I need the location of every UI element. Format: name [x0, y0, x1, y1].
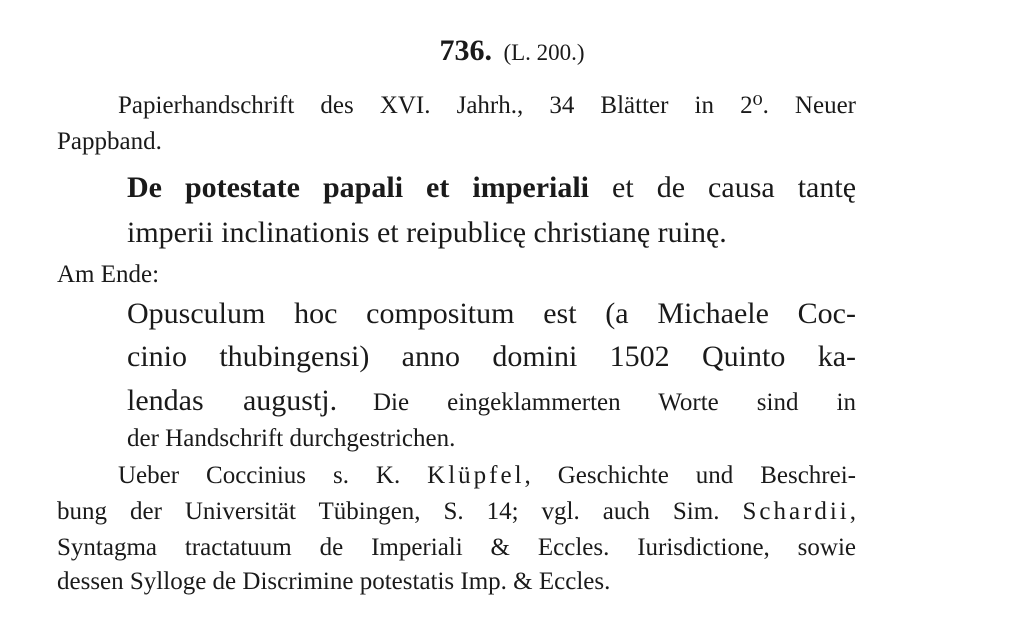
author-name-schardii: Schardii — [742, 498, 850, 525]
notes-line-3: Syntagma tractatuum de Imperiali & Eccles. Iurisdictione, sowie — [57, 534, 856, 561]
notes-line-1-b: , Geschichte und Beschrei- — [524, 462, 856, 489]
colophon-line-3-note: Die eingeklammerten Worte sind in — [372, 389, 856, 416]
colophon-line-3-main: lendas augustj. — [127, 384, 338, 417]
notes-line-2 — [57, 499, 856, 524]
author-name-kluepfel: Klüpfel — [427, 462, 525, 489]
notes-line-4: dessen Sylloge de Discrimine potestatis Imp. & Eccles. — [57, 568, 611, 595]
notes-line-1-a: Ueber Coccinius s. K. — [118, 462, 401, 489]
notes-line-1 — [118, 463, 856, 488]
title-line-2: imperii inclinationis et reipublicę christianę ruinę. — [127, 216, 727, 249]
colophon-line-4: der Handschrift durchgestrichen. — [127, 425, 456, 452]
description-line-2: Pappband. — [57, 128, 162, 155]
entry-reference: (L. 200.) — [503, 40, 585, 65]
title-rest: et de causa tantę — [589, 171, 857, 204]
colophon-line-3 — [127, 386, 856, 416]
colophon-line-1: Opusculum hoc compositum est (a Michaele Coc- — [127, 297, 856, 330]
title-bold: De potestate papali et imperiali — [127, 171, 590, 204]
description-line-1: Papierhandschrift des XVI. Jahrh., 34 Blätter in 2⁰. Neuer — [118, 92, 856, 119]
am-ende-label: Am Ende: — [57, 261, 160, 288]
entry-number: 736. — [439, 34, 492, 67]
title-line-1 — [127, 173, 856, 203]
entry-heading — [0, 36, 1024, 66]
notes-line-2-b: , — [849, 498, 857, 525]
notes-line-2-a: bung der Universität Tübingen, S. 14; vgl. auch Sim. — [57, 498, 720, 525]
colophon-line-2: cinio thubingensi) anno domini 1502 Quinto ka- — [127, 340, 856, 373]
